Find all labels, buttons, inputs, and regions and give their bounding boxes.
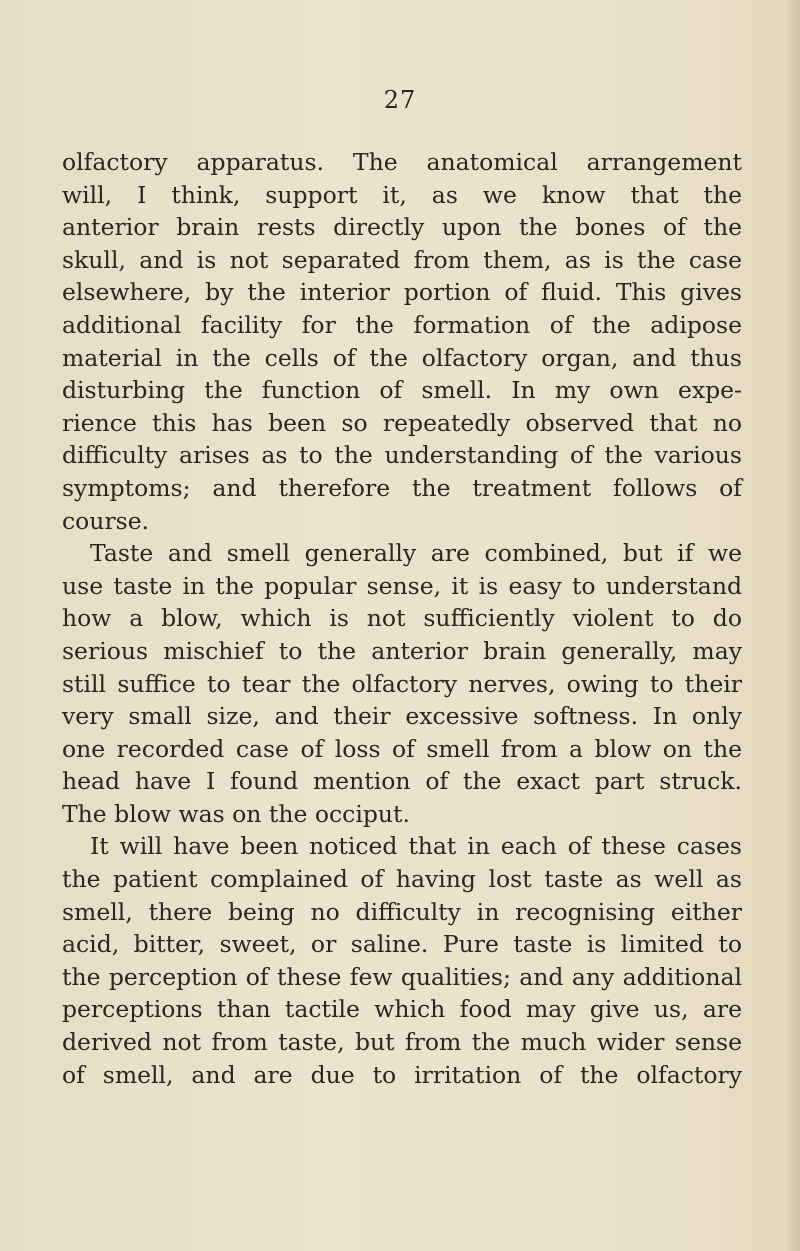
page-number: 27 <box>383 86 417 114</box>
text-line: how a blow, which is not sufficiently violent to do <box>62 604 742 633</box>
text-line: The blow was on the occiput. <box>62 799 410 828</box>
text-line: course. <box>62 506 150 535</box>
paragraph-3 <box>62 830 742 1091</box>
text-line: material in the cells of the olfactory organ, and thus <box>62 343 742 372</box>
text-line: smell, there being no difficulty in recognising either <box>62 897 742 926</box>
text-line: head have I found mention of the exact part struck. <box>62 767 742 796</box>
text-line: of smell, and are due to irritation of the olfactory <box>62 1060 742 1089</box>
paragraph-2 <box>62 537 742 830</box>
text-line: Taste and smell generally are combined, but if we <box>90 539 742 568</box>
page-edge-shadow <box>786 0 800 1251</box>
text-line: olfactory apparatus. The anatomical arrangement <box>62 148 742 176</box>
text-line: skull, and is not separated from them, as is the case <box>62 245 742 274</box>
text-line: the patient complained of having lost taste as well as <box>62 865 742 894</box>
text-line: It will have been noticed that in each of these cases <box>90 832 742 861</box>
text-line: additional facility for the formation of the adipose <box>62 310 742 339</box>
text-line: disturbing the function of smell. In my own expe- <box>62 376 742 405</box>
text-line: difficulty arises as to the understanding of the various <box>62 441 742 470</box>
body-text <box>62 146 742 1091</box>
text-line: one recorded case of loss of smell from a blow on the <box>62 734 742 763</box>
text-line: derived not from taste, but from the much wider sense <box>62 1028 742 1057</box>
text-line: anterior brain rests directly upon the bones of the <box>62 213 742 242</box>
text-line: will, I think, support it, as we know that the <box>62 180 742 209</box>
text-line: perceptions than tactile which food may give us, are <box>62 995 742 1024</box>
text-line: very small size, and their excessive softness. In only <box>62 702 742 731</box>
text-line: still suffice to tear the olfactory nerves, owing to their <box>62 669 742 698</box>
text-line: elsewhere, by the interior portion of fluid. This gives <box>62 278 742 307</box>
text-line: use taste in the popular sense, it is easy to understand <box>62 571 742 600</box>
paragraph-1 <box>62 146 742 537</box>
text-line: symptoms; and therefore the treatment follows of <box>62 473 742 502</box>
text-line: the perception of these few qualities; and any additional <box>62 962 742 991</box>
text-line: serious mischief to the anterior brain generally, may <box>62 636 742 665</box>
text-line: acid, bitter, sweet, or saline. Pure taste is limited to <box>62 930 742 959</box>
text-line: rience this has been so repeatedly observed that no <box>62 408 742 437</box>
